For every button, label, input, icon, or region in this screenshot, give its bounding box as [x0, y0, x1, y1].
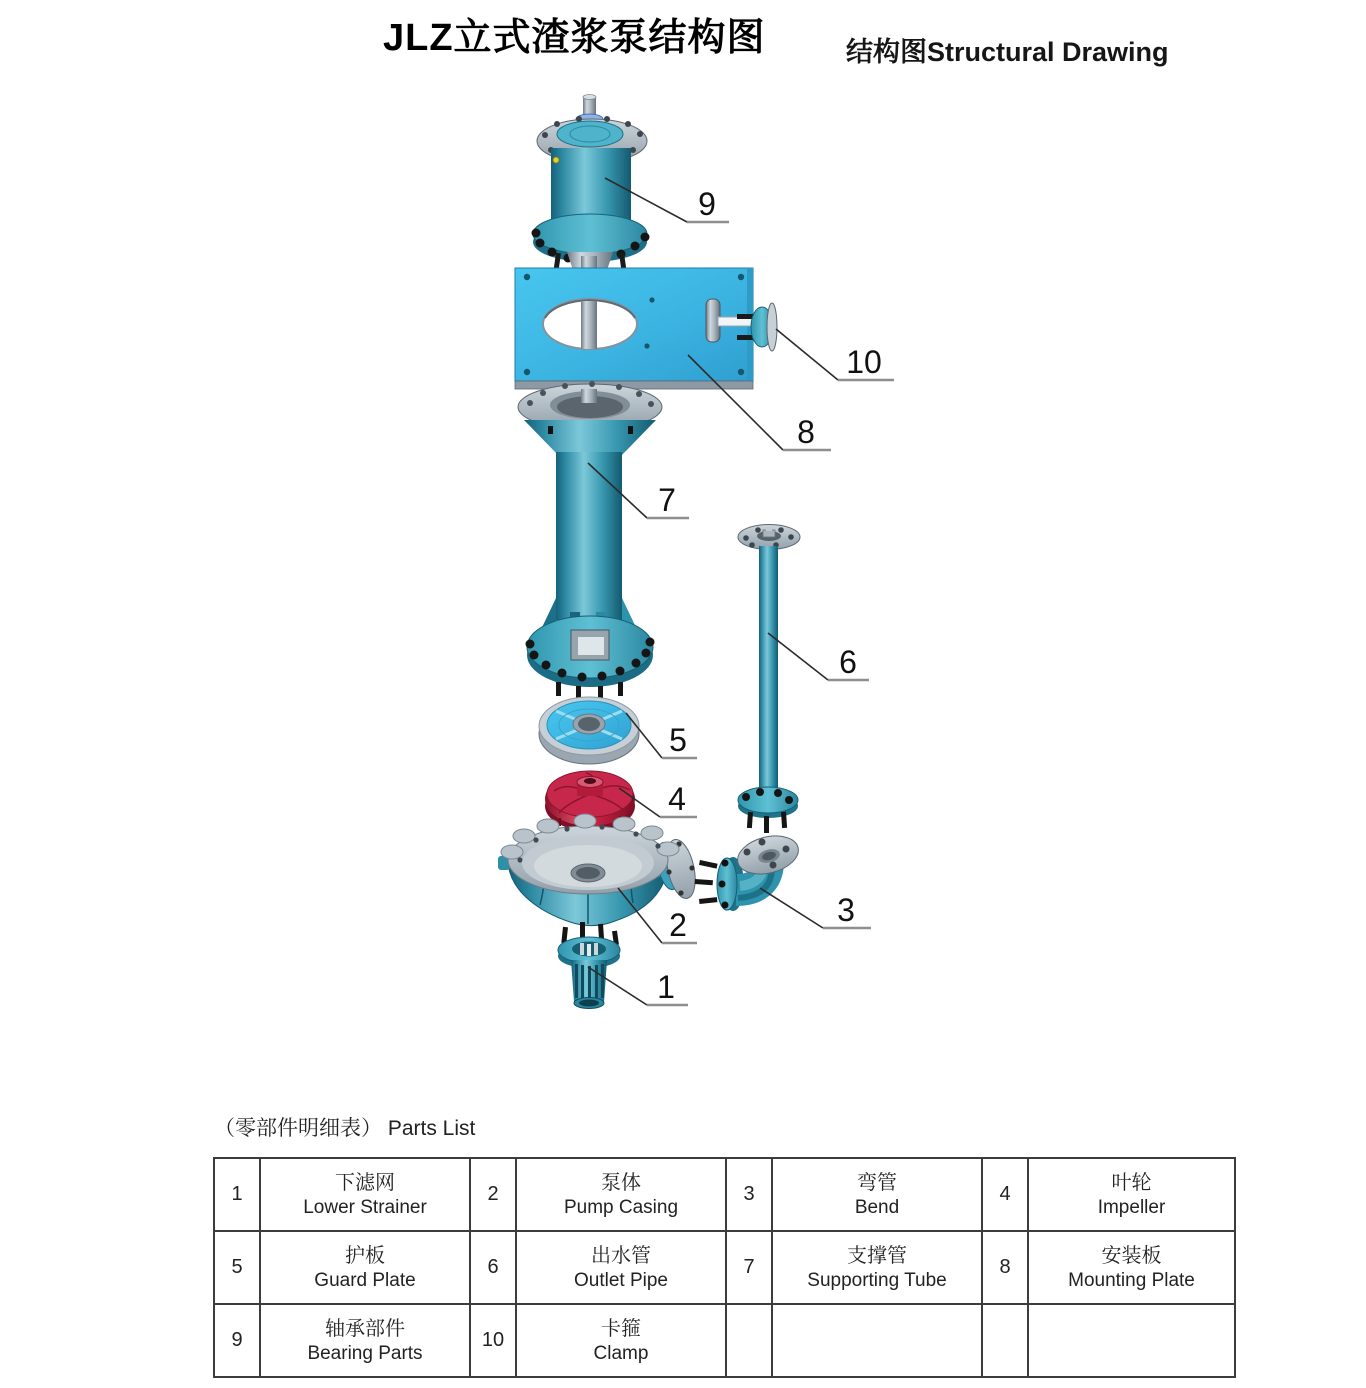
- callout-number: 5: [669, 722, 687, 758]
- part-name-en: Outlet Pipe: [574, 1269, 668, 1291]
- part-no: [982, 1304, 1028, 1377]
- part-name-cn: 支撑管: [847, 1244, 907, 1267]
- part-no: 3: [726, 1158, 772, 1231]
- part-no: 1: [214, 1158, 260, 1231]
- part-name-en: Guard Plate: [314, 1269, 416, 1291]
- callout-number: 7: [658, 482, 676, 518]
- part-name-cn: 轴承部件: [325, 1317, 405, 1340]
- callout-number: 2: [669, 907, 687, 943]
- part-name-en: Bend: [854, 1196, 900, 1218]
- table-row: [214, 1231, 1235, 1304]
- page-title: JLZ立式渣浆泵结构图: [383, 17, 766, 59]
- part-no: 6: [470, 1231, 516, 1304]
- parts-list-heading: （零部件明细表） Parts List: [214, 1117, 476, 1140]
- part-outlet-pipe: [738, 525, 800, 834]
- table-row: [214, 1304, 1235, 1377]
- part-name: [772, 1231, 982, 1304]
- part-name-cn: 卡箍: [601, 1317, 641, 1340]
- part-name: [516, 1231, 726, 1304]
- part-name-cn: 弯管: [857, 1171, 897, 1194]
- part-name: [1028, 1231, 1235, 1304]
- callout-6: [768, 633, 869, 680]
- part-name-cn: 护板: [345, 1244, 385, 1267]
- part-no: 7: [726, 1231, 772, 1304]
- part-guard-plate: [539, 697, 639, 764]
- callout-number: 4: [668, 781, 686, 817]
- part-no: 2: [470, 1158, 516, 1231]
- callout-10: [776, 329, 894, 380]
- callout-number: 8: [797, 414, 815, 450]
- part-name-en: Impeller: [1097, 1196, 1166, 1218]
- callout-number: 6: [839, 644, 857, 680]
- part-supporting-tube: [518, 381, 662, 700]
- part-no: 8: [982, 1231, 1028, 1304]
- page-subtitle: 结构图Structural Drawing: [846, 37, 1169, 67]
- part-name-cn: 泵体: [601, 1171, 641, 1194]
- part-name: [1028, 1158, 1235, 1231]
- part-name: [260, 1231, 470, 1304]
- part-no: 10: [470, 1304, 516, 1377]
- part-no: [726, 1304, 772, 1377]
- callout-number: 3: [837, 892, 855, 928]
- part-name: [772, 1158, 982, 1231]
- callout-number: 1: [657, 969, 675, 1005]
- part-no: 4: [982, 1158, 1028, 1231]
- part-name: [1028, 1304, 1235, 1377]
- part-name: [516, 1158, 726, 1231]
- part-name: [260, 1304, 470, 1377]
- part-name-en: Bearing Parts: [307, 1342, 423, 1364]
- callout-number: 9: [698, 186, 716, 222]
- part-name: [260, 1158, 470, 1231]
- part-name-cn: 安装板: [1101, 1244, 1162, 1267]
- part-name-en: Mounting Plate: [1068, 1269, 1195, 1291]
- part-name-en: Clamp: [593, 1342, 649, 1364]
- part-name-en: Pump Casing: [563, 1196, 679, 1218]
- part-name-cn: 下滤网: [335, 1171, 395, 1194]
- part-name-en: Supporting Tube: [807, 1269, 947, 1291]
- part-name: [516, 1304, 726, 1377]
- table-row: [214, 1158, 1235, 1231]
- part-bearing-parts: [532, 95, 650, 282]
- callout-3: [760, 888, 871, 928]
- callout-number: 10: [846, 344, 882, 380]
- part-name: [772, 1304, 982, 1377]
- part-bend: [695, 830, 803, 911]
- part-name-cn: 出水管: [591, 1244, 651, 1267]
- parts-table: [213, 1157, 1236, 1378]
- part-no: 9: [214, 1304, 260, 1377]
- part-lower-strainer: [558, 922, 620, 1009]
- part-name-cn: 叶轮: [1111, 1171, 1152, 1194]
- part-no: 5: [214, 1231, 260, 1304]
- part-name-en: Lower Strainer: [303, 1196, 427, 1218]
